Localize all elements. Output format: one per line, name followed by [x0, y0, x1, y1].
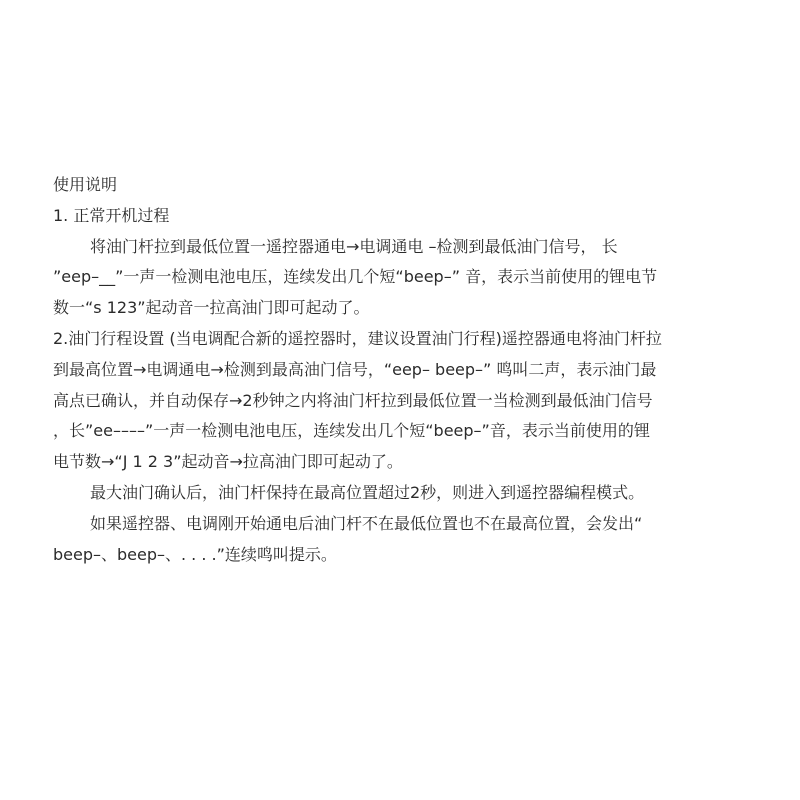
section-2-line: 电节数→“J 1 2 3”起动音→拉高油门即可起动了。 — [53, 452, 403, 472]
section-1-line: 数一“s 123”起动音一拉高油门即可起动了。 — [53, 298, 370, 318]
section-2-line: 2.油门行程设置 (当电调配合新的遥控器时，建议设置油门行程)遥控器通电将油门杆拉 — [53, 328, 662, 348]
section-2-line: 高点已确认，并自动保存→2秒钟之内将油门杆拉到最低位置一当检测到最低油门信号 — [53, 390, 653, 410]
section-2-line: 到最高位置→电调通电→检测到最高油门信号，“eep– beep–” 鸣叫二声，表示油门最 — [53, 359, 657, 379]
paragraph-warning-line: 如果遥控器、电调刚开始通电后油门杆不在最低位置也不在最高位置，会发出“ — [90, 513, 643, 533]
section-1-line: 将油门杆拉到最低位置一遥控器通电→电调通电 –检测到最低油门信号， 长 — [90, 236, 618, 256]
section-2-line: ，长”ee––––”一声一检测电池电压，连续发出几个短“beep–”音，表示当前使用的锂 — [53, 421, 650, 441]
section-1-line: ”eep–__”一声一检测电池电压，连续发出几个短“beep–” 音，表示当前使用的锂电节 — [53, 267, 658, 287]
paragraph-warning-line: beep–、beep–、. . . .”连续鸣叫提示。 — [53, 544, 337, 564]
section-1-title: 1. 正常开机过程 — [53, 205, 170, 225]
document-heading: 使用说明 — [53, 175, 118, 194]
paragraph-max-throttle: 最大油门确认后，油门杆保持在最高位置超过2秒，则进入到遥控器编程模式。 — [90, 482, 645, 502]
instruction-document — [53, 170, 753, 570]
